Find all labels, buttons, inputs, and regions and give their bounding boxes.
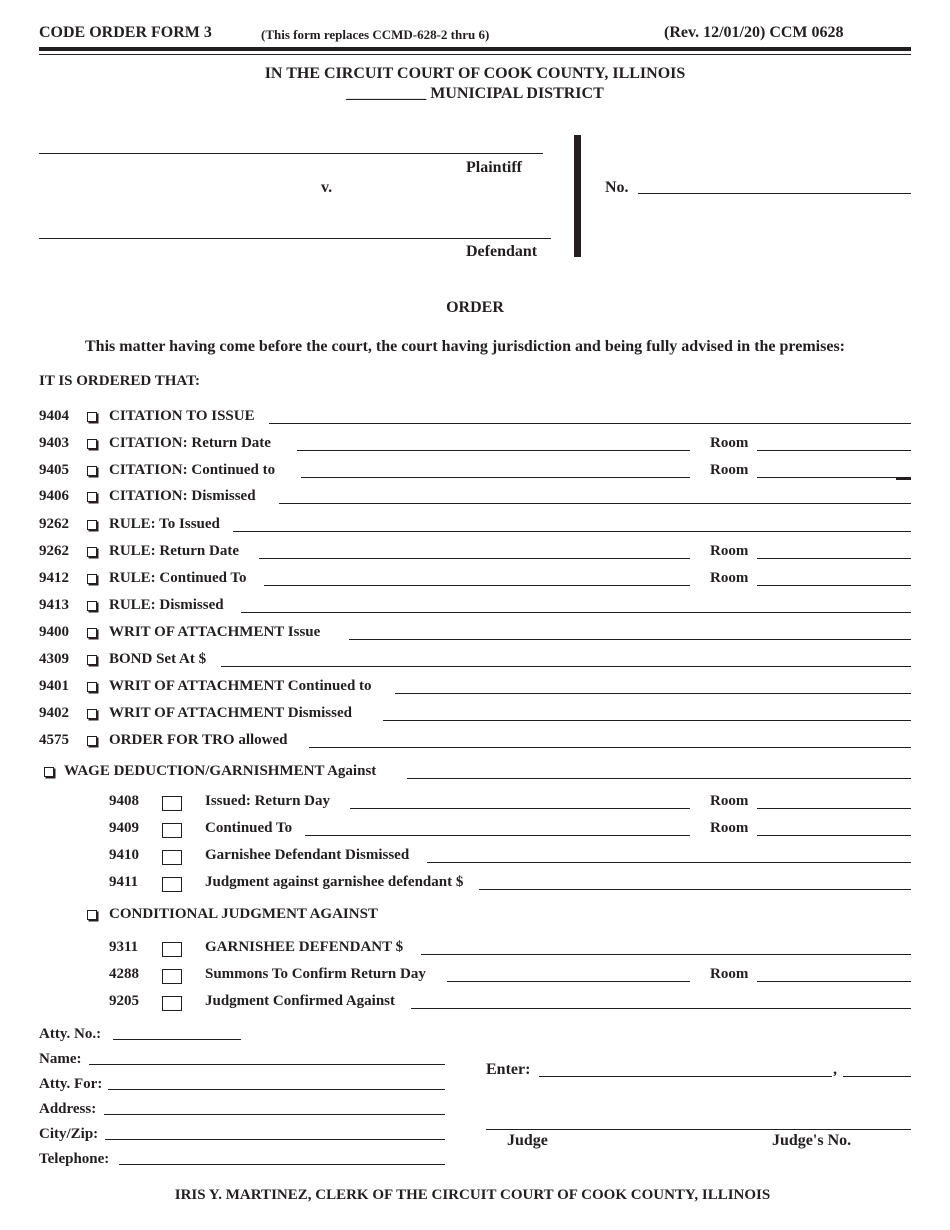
- order-preamble: This matter having come before the court, the court having jurisdiction and being fully advised in the premises:: [85, 338, 845, 355]
- item-label: WRIT OF ATTACHMENT Dismissed: [109, 705, 352, 721]
- item-checkbox[interactable]: [87, 520, 97, 530]
- conditional-item-entry-line[interactable]: [447, 981, 690, 982]
- form-replaces-note: (This form replaces CCMD-628-2 thru 6): [261, 27, 490, 42]
- enter-year-line[interactable]: [843, 1076, 911, 1077]
- room-line[interactable]: [757, 981, 911, 982]
- item-entry-line[interactable]: [264, 585, 690, 586]
- wage-item-code: 9408: [109, 793, 139, 809]
- city-zip-line[interactable]: [105, 1139, 445, 1140]
- item-label: CITATION: Return Date: [109, 435, 271, 451]
- form-name: CODE ORDER FORM 3: [39, 24, 212, 41]
- conditional-item-code: 9205: [109, 993, 139, 1009]
- wage-item-checkbox[interactable]: [162, 823, 182, 838]
- item-code: 9405: [39, 462, 69, 478]
- item-label: RULE: Continued To: [109, 570, 247, 586]
- enter-date-line[interactable]: [539, 1076, 832, 1077]
- enter-label: Enter:: [486, 1061, 531, 1078]
- wage-item-code: 9411: [109, 874, 139, 890]
- form-revision: (Rev. 12/01/20) CCM 0628: [664, 24, 844, 41]
- wage-item-entry-line[interactable]: [305, 835, 690, 836]
- room-line[interactable]: [757, 585, 911, 586]
- plaintiff-label: Plaintiff: [466, 159, 522, 176]
- conditional-item-code: 4288: [109, 966, 139, 982]
- conditional-item-label: Judgment Confirmed Against: [205, 993, 396, 1009]
- room-line[interactable]: [757, 477, 911, 478]
- item-entry-line[interactable]: [259, 558, 690, 559]
- telephone-line[interactable]: [119, 1164, 445, 1165]
- header-rule-thin: [39, 54, 911, 55]
- item-label: WRIT OF ATTACHMENT Issue: [109, 624, 321, 640]
- wage-item-checkbox[interactable]: [162, 850, 182, 865]
- item-checkbox[interactable]: [87, 439, 97, 449]
- header-rule-thick: [39, 47, 911, 51]
- room-line[interactable]: [757, 450, 911, 451]
- defendant-label: Defendant: [466, 243, 538, 260]
- wage-label: WAGE DEDUCTION/GARNISHMENT Against: [64, 763, 377, 779]
- item-label: RULE: Dismissed: [109, 597, 224, 613]
- item-checkbox[interactable]: [87, 601, 97, 611]
- item-checkbox[interactable]: [87, 709, 97, 719]
- room-line[interactable]: [757, 558, 911, 559]
- item-entry-line[interactable]: [269, 423, 911, 424]
- wage-checkbox[interactable]: [44, 767, 54, 777]
- conditional-item-checkbox[interactable]: [162, 969, 182, 984]
- item-label: ORDER FOR TRO allowed: [109, 732, 288, 748]
- item-entry-line[interactable]: [221, 666, 911, 667]
- wage-item-checkbox[interactable]: [162, 877, 182, 892]
- versus-label: v.: [321, 179, 333, 196]
- judge-signature-line[interactable]: [486, 1129, 911, 1130]
- room-label: Room: [710, 570, 749, 586]
- item-label: WRIT OF ATTACHMENT Continued to: [109, 678, 372, 694]
- plaintiff-line[interactable]: [39, 153, 543, 154]
- item-entry-line[interactable]: [349, 639, 911, 640]
- item-code: 9413: [39, 597, 69, 613]
- conditional-item-checkbox[interactable]: [162, 996, 182, 1011]
- item-entry-line[interactable]: [279, 503, 911, 504]
- item-entry-line[interactable]: [383, 720, 911, 721]
- judge-label: Judge: [507, 1132, 548, 1149]
- room-label: Room: [710, 793, 749, 809]
- item-entry-line[interactable]: [301, 477, 690, 478]
- room-line[interactable]: [757, 808, 911, 809]
- item-label: RULE: Return Date: [109, 543, 239, 559]
- conditional-item-label: Summons To Confirm Return Day: [205, 966, 426, 982]
- municipal-district: __________ MUNICIPAL DISTRICT: [346, 85, 604, 102]
- item-code: 9406: [39, 488, 69, 504]
- clerk-footer: IRIS Y. MARTINEZ, CLERK OF THE CIRCUIT COURT OF COOK COUNTY, ILLINOIS: [174, 1187, 771, 1203]
- telephone-label: Telephone:: [39, 1151, 110, 1167]
- wage-item-label: Issued: Return Day: [205, 793, 331, 809]
- room-label: Room: [710, 543, 749, 559]
- item-checkbox[interactable]: [87, 574, 97, 584]
- item-code: 4309: [39, 651, 69, 667]
- item-code: 9404: [39, 408, 69, 424]
- item-entry-line[interactable]: [233, 531, 911, 532]
- conditional-checkbox[interactable]: [87, 910, 97, 920]
- case-number-line[interactable]: [638, 193, 911, 194]
- item-checkbox[interactable]: [87, 547, 97, 557]
- item-label: CITATION: Dismissed: [109, 488, 256, 504]
- wage-item-code: 9410: [109, 847, 139, 863]
- item-checkbox[interactable]: [87, 736, 97, 746]
- conditional-item-checkbox[interactable]: [162, 942, 182, 957]
- wage-item-entry-line[interactable]: [479, 889, 911, 890]
- item-code: 9402: [39, 705, 69, 721]
- room-line-mark: [896, 478, 911, 480]
- defendant-line[interactable]: [39, 238, 551, 239]
- name-line[interactable]: [89, 1064, 445, 1065]
- court-name: IN THE CIRCUIT COURT OF COOK COUNTY, ILLINOIS: [264, 65, 686, 82]
- room-label: Room: [710, 820, 749, 836]
- item-label: BOND Set At $: [109, 651, 207, 667]
- wage-entry-line[interactable]: [407, 778, 911, 779]
- case-number-label: No.: [605, 179, 629, 196]
- item-checkbox[interactable]: [87, 628, 97, 638]
- item-code: 9403: [39, 435, 69, 451]
- item-code: 4575: [39, 732, 69, 748]
- enter-comma: ,: [833, 1061, 837, 1078]
- item-checkbox[interactable]: [87, 492, 97, 502]
- wage-item-label: Continued To: [205, 820, 293, 836]
- item-code: 9400: [39, 624, 69, 640]
- caption-divider: [574, 135, 581, 257]
- room-label: Room: [710, 966, 749, 982]
- wage-item-entry-line[interactable]: [350, 808, 690, 809]
- conditional-item-label: GARNISHEE DEFENDANT $: [205, 939, 404, 955]
- item-code: 9262: [39, 543, 69, 559]
- wage-item-entry-line[interactable]: [427, 862, 911, 863]
- room-label: Room: [710, 435, 749, 451]
- item-checkbox[interactable]: [87, 682, 97, 692]
- item-label: CITATION TO ISSUE: [109, 408, 255, 424]
- atty-for-label: Atty. For:: [39, 1076, 103, 1092]
- conditional-label: CONDITIONAL JUDGMENT AGAINST: [109, 906, 378, 922]
- atty-no-label: Atty. No.:: [39, 1026, 102, 1042]
- item-entry-line[interactable]: [309, 747, 911, 748]
- atty-no-line[interactable]: [113, 1039, 241, 1040]
- order-title: ORDER: [446, 299, 504, 316]
- item-code: 9412: [39, 570, 69, 586]
- room-label: Room: [710, 462, 749, 478]
- item-entry-line[interactable]: [395, 693, 911, 694]
- ordered-heading: IT IS ORDERED THAT:: [39, 373, 201, 389]
- item-checkbox[interactable]: [87, 412, 97, 422]
- conditional-item-code: 9311: [109, 939, 139, 955]
- address-line[interactable]: [104, 1114, 445, 1115]
- item-code: 9262: [39, 516, 69, 532]
- address-label: Address:: [39, 1101, 97, 1117]
- item-label: RULE: To Issued: [109, 516, 220, 532]
- wage-item-code: 9409: [109, 820, 139, 836]
- city-zip-label: City/Zip:: [39, 1126, 99, 1142]
- room-line[interactable]: [757, 835, 911, 836]
- item-checkbox[interactable]: [87, 655, 97, 665]
- wage-item-label: Garnishee Defendant Dismissed: [205, 847, 410, 863]
- item-checkbox[interactable]: [87, 466, 97, 476]
- item-entry-line[interactable]: [241, 612, 911, 613]
- wage-item-checkbox[interactable]: [162, 796, 182, 811]
- wage-item-label: Judgment against garnishee defendant $: [205, 874, 464, 890]
- conditional-item-entry-line[interactable]: [411, 1008, 911, 1009]
- atty-for-line[interactable]: [108, 1089, 445, 1090]
- name-label: Name:: [39, 1051, 82, 1067]
- item-entry-line[interactable]: [297, 450, 690, 451]
- judge-number-label: Judge's No.: [772, 1132, 852, 1149]
- item-code: 9401: [39, 678, 69, 694]
- conditional-item-entry-line[interactable]: [421, 954, 911, 955]
- item-label: CITATION: Continued to: [109, 462, 276, 478]
